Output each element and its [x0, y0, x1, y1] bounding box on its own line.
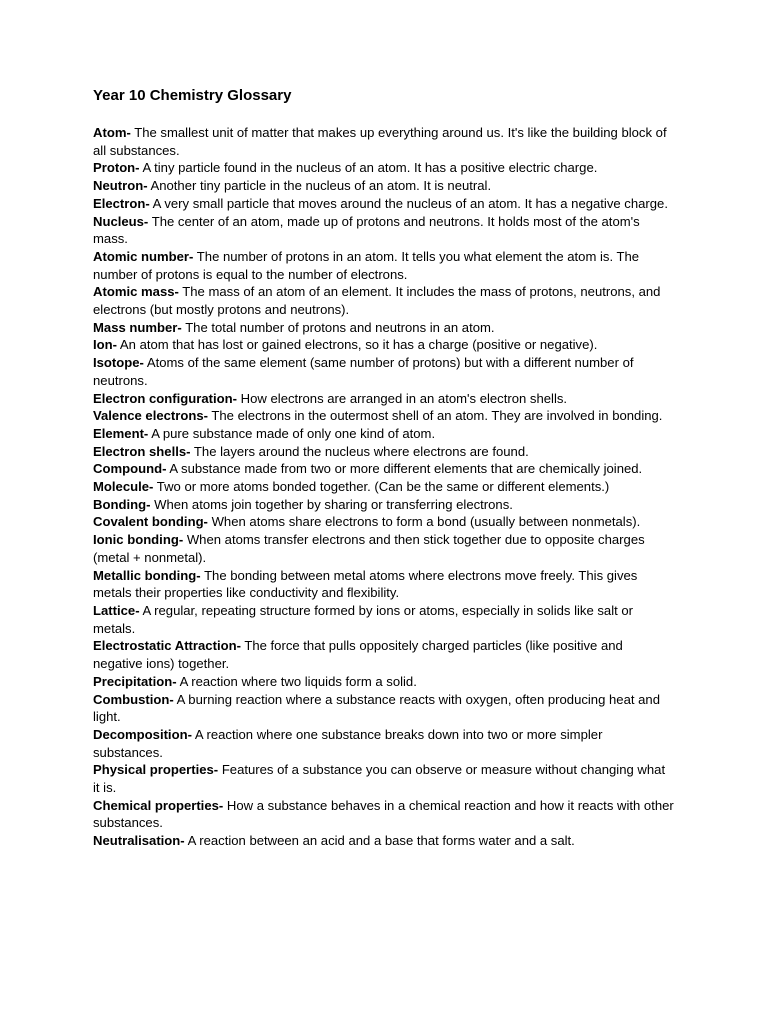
glossary-definition: The number of protons in an atom. It tells you what element the atom is. The number of protons is equal to the number of electrons. — [93, 248, 640, 282]
glossary-term: Neutralisation- — [93, 833, 185, 849]
glossary-term: Compound- — [93, 461, 167, 477]
glossary-term: Physical properties- — [93, 762, 219, 778]
glossary-definition: A burning reaction where a substance reacts with oxygen, often producing heat and light. — [93, 691, 660, 725]
glossary-entry — [93, 478, 675, 496]
glossary-definition: The force that pulls oppositely charged particles (like positive and negative ions) together. — [93, 638, 623, 672]
glossary-entry — [93, 673, 675, 691]
glossary-entry — [93, 319, 675, 337]
glossary-entry — [93, 283, 675, 318]
glossary-definition: A reaction where one substance breaks down into two or more simpler substances. — [93, 726, 603, 760]
glossary-definition: The total number of protons and neutrons in an atom. — [185, 319, 495, 335]
glossary-term: Chemical properties- — [93, 797, 224, 813]
glossary-entry — [93, 177, 675, 195]
glossary-term: Valence electrons- — [93, 408, 208, 424]
glossary-term: Molecule- — [93, 479, 154, 495]
glossary-entry — [93, 691, 675, 726]
glossary-definition: An atom that has lost or gained electrons, so it has a charge (positive or negative). — [119, 337, 598, 353]
glossary-term: Atom- — [93, 125, 131, 140]
glossary-list — [93, 124, 675, 850]
glossary-entry — [93, 637, 675, 672]
glossary-definition: Atoms of the same element (same number of protons) but with a different number of neutrons. — [93, 355, 634, 388]
glossary-definition: When atoms join together by sharing or transferring electrons. — [154, 496, 513, 512]
glossary-entry — [93, 390, 675, 408]
glossary-term: Decomposition- — [93, 726, 192, 742]
glossary-term: Electrostatic Attraction- — [93, 638, 241, 654]
glossary-entry — [93, 425, 675, 443]
glossary-term: Combustion- — [93, 691, 174, 707]
glossary-term: Electron configuration- — [93, 390, 238, 406]
glossary-entry — [93, 336, 675, 354]
glossary-definition: How electrons are arranged in an atom's electron shells. — [240, 390, 568, 406]
glossary-entry — [93, 797, 675, 832]
glossary-term: Proton- — [93, 160, 140, 176]
glossary-definition: A reaction between an acid and a base that forms water and a salt. — [187, 833, 575, 849]
glossary-definition: The layers around the nucleus where electrons are found. — [193, 443, 529, 459]
glossary-term: Atomic mass- — [93, 284, 179, 300]
glossary-entry — [93, 832, 675, 850]
glossary-entry — [93, 443, 675, 461]
glossary-term: Element- — [93, 425, 149, 441]
glossary-term: Ionic bonding- — [93, 532, 184, 548]
glossary-term: Mass number- — [93, 319, 182, 335]
glossary-definition: A regular, repeating structure formed by ions or atoms, especially in solids like salt or metals. — [93, 602, 634, 636]
glossary-entry — [93, 531, 675, 566]
glossary-definition: A substance made from two or more different elements that are chemically joined. — [169, 461, 643, 477]
glossary-definition: Another tiny particle in the nucleus of an atom. It is neutral. — [150, 178, 492, 194]
glossary-definition: A pure substance made of only one kind of atom. — [151, 425, 436, 441]
glossary-term: Electron shells- — [93, 443, 191, 459]
glossary-entry — [93, 761, 675, 796]
glossary-term: Electron- — [93, 195, 150, 211]
glossary-entry — [93, 354, 675, 389]
glossary-term: Metallic bonding- — [93, 567, 201, 583]
glossary-definition: The electrons in the outermost shell of an atom. They are involved in bonding. — [211, 408, 663, 424]
glossary-entry — [93, 407, 675, 425]
glossary-entry — [93, 124, 675, 159]
glossary-entry — [93, 248, 675, 283]
glossary-term: Lattice- — [93, 602, 140, 618]
glossary-definition: Features of a substance you can observe or measure without changing what it is. — [93, 762, 666, 796]
glossary-definition: When atoms share electrons to form a bond (usually between nonmetals). — [211, 514, 641, 530]
glossary-definition: The mass of an atom of an element. It includes the mass of protons, neutrons, and electrons (but mostly protons and neutrons). — [93, 284, 661, 318]
glossary-entry — [93, 567, 675, 602]
glossary-entry — [93, 513, 675, 531]
glossary-term: Isotope- — [93, 355, 144, 371]
glossary-entry — [93, 726, 675, 761]
glossary-entry — [93, 159, 675, 177]
glossary-term: Bonding- — [93, 496, 151, 512]
glossary-term: Nucleus- — [93, 213, 149, 229]
glossary-definition: How a substance behaves in a chemical reaction and how it reacts with other substances. — [93, 797, 674, 831]
glossary-definition: A reaction where two liquids form a solid. — [179, 673, 417, 689]
glossary-definition: A very small particle that moves around the nucleus of an atom. It has a negative charge. — [152, 195, 668, 211]
glossary-entry — [93, 213, 675, 248]
glossary-definition: The bonding between metal atoms where electrons move freely. This gives metals their properties like conductivity and flexibility. — [93, 567, 638, 601]
glossary-definition: Two or more atoms bonded together. (Can be the same or different elements.) — [156, 479, 610, 495]
glossary-definition: A tiny particle found in the nucleus of an atom. It has a positive electric charge. — [142, 160, 598, 176]
glossary-term: Neutron- — [93, 178, 148, 194]
glossary-term: Precipitation- — [93, 673, 177, 689]
glossary-term: Covalent bonding- — [93, 514, 208, 530]
glossary-entry — [93, 602, 675, 637]
glossary-definition: When atoms transfer electrons and then stick together due to opposite charges (metal + nonmetal). — [93, 532, 645, 565]
glossary-entry — [93, 460, 675, 478]
glossary-term: Ion- — [93, 337, 117, 353]
glossary-term: Atomic number- — [93, 248, 194, 264]
glossary-definition: The smallest unit of matter that makes up everything around us. It's like the building block of all substances. — [93, 125, 667, 158]
page-title: Year 10 Chemistry Glossary — [93, 87, 292, 104]
glossary-entry — [93, 496, 675, 514]
glossary-definition: The center of an atom, made up of protons and neutrons. It holds most of the atom's mass. — [93, 213, 640, 247]
glossary-entry — [93, 195, 675, 213]
